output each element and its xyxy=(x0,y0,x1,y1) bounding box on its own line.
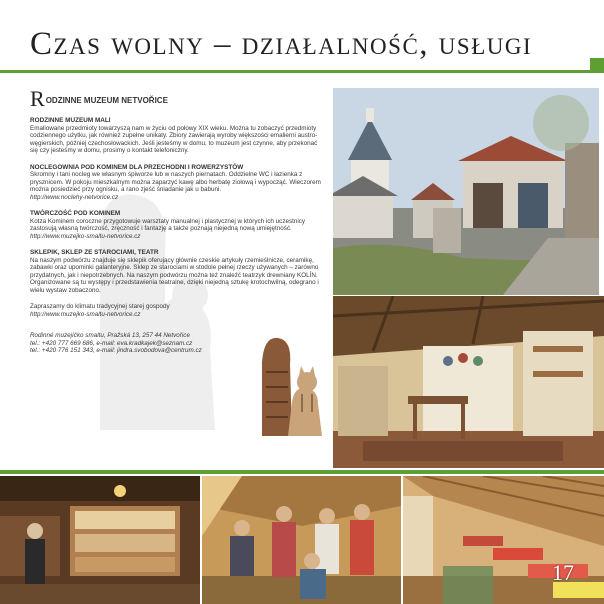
section-heading: NOCLEGOWNIA POD KOMINEM DLA PRZECHODNI I ROWERZYSTÓW xyxy=(30,163,244,171)
section-lodging xyxy=(30,164,322,202)
contact-phone-email-2: tel.: +420 776 151 343, e-mail: jindra.svobodova@centrum.cz xyxy=(30,347,202,354)
photo-village-museum xyxy=(333,88,599,295)
article-title-text: ODZINNE MUZEUM NETVOŘICE xyxy=(45,96,168,105)
page-header xyxy=(0,0,604,70)
photo-cat-statue xyxy=(250,332,332,438)
article-title xyxy=(30,86,322,111)
closing-text: Zapraszamy do klimatu tradycyjnej starej gospody xyxy=(30,303,170,310)
section-shop xyxy=(30,249,322,294)
section-heading: TWÓRCZOŚĆ POD KOMINEM xyxy=(30,210,121,217)
section-body xyxy=(30,218,322,241)
contact-phone-email-1: tel.: +420 777 669 686, e-mail: eva.kradkajek@seznam.cz xyxy=(30,339,193,347)
side-tab-marker xyxy=(590,58,604,70)
photo-kitchen-interior xyxy=(333,296,604,468)
contact-address: Rodinné muzejíčko smaltu, Pražská 13, 257 44 Netvořice xyxy=(30,332,190,339)
closing-link[interactable]: http://www.muzejko-smaltu-netvorice.cz xyxy=(30,310,141,318)
creativity-text: Kotza Kominem coroczne przygotowuje warsztaty manualnej i plastycznej w których ich uczestnicy zastosują własną twórczość, zręczność i fantazję a także poznają niejedną nową umiejętność. xyxy=(30,217,306,232)
page-title: Czas wolny – działalność, usługi xyxy=(30,26,533,62)
header-divider xyxy=(0,70,604,73)
section-body: Na naszym podwórzu znajduje się sklepik oferujący głównie czeskie artykuły rzemieślnicze, ceramikę, zabawki oraz upominki galanteryjne. Sklep ze starociami w stodole pełnej rzeczy używanych – zarówno przydatnych, jak i niepotrzebnych. Na naszym podwórzu można też znaleźć teatrzyk drewniany KOLÍN. Organizowane są tu występy i przedstawienia teatralne, dzięki niejedną sztukę krotochwilną, odegrano i wielu wystaw zobaczono. xyxy=(30,256,319,294)
photo-shop-interior xyxy=(0,476,200,604)
photo-group-attic xyxy=(202,476,401,604)
bottom-divider xyxy=(0,470,604,474)
section-heading: SKLEPIK, SKLEP ZE STAROCIAMI, TEATR xyxy=(30,249,159,256)
article-title-initial: R xyxy=(30,86,45,111)
section-body: Skromny i tani nocleg we własnym śpiworze lub w naszych piernatach. Oddzielne WC i łazienka z prysznicem. W pokoju mieszkalnym można zaparzyć kawę albo herbatę ziołową i wypocząć. Wieczorem można posiedzieć przy ognisku, a rano zjeść śniadanie jak u babuni. xyxy=(30,171,321,193)
creativity-link[interactable]: http://www.muzejko-smaltu-netvorice.cz xyxy=(30,232,141,240)
article-museum xyxy=(30,86,322,355)
closing-invitation xyxy=(30,303,322,318)
section-museum xyxy=(30,117,322,155)
section-heading: RODZINNE MUZEUM MALI xyxy=(30,117,111,124)
section-body: Emaliowane przedmioty towarzyszą nam w życiu od połowy XIX wieku. Można tu zobaczyć przedmioty codziennego użytku, jak również zupełne unikaty. Zbiory zawierają wyroby większości emalierni austro-węgierskich, później czechosłowackich. Jeśli jesteśmy w domu, to muzeum jest czynne, aby przekonać się czy jesteśmy w domu, prosimy o kontakt telefoniczny. xyxy=(30,124,318,154)
lodging-link[interactable]: http://www.noclehy-netvorice.cz xyxy=(30,193,119,201)
page-number: 17 xyxy=(552,560,574,585)
section-creativity xyxy=(30,210,322,240)
